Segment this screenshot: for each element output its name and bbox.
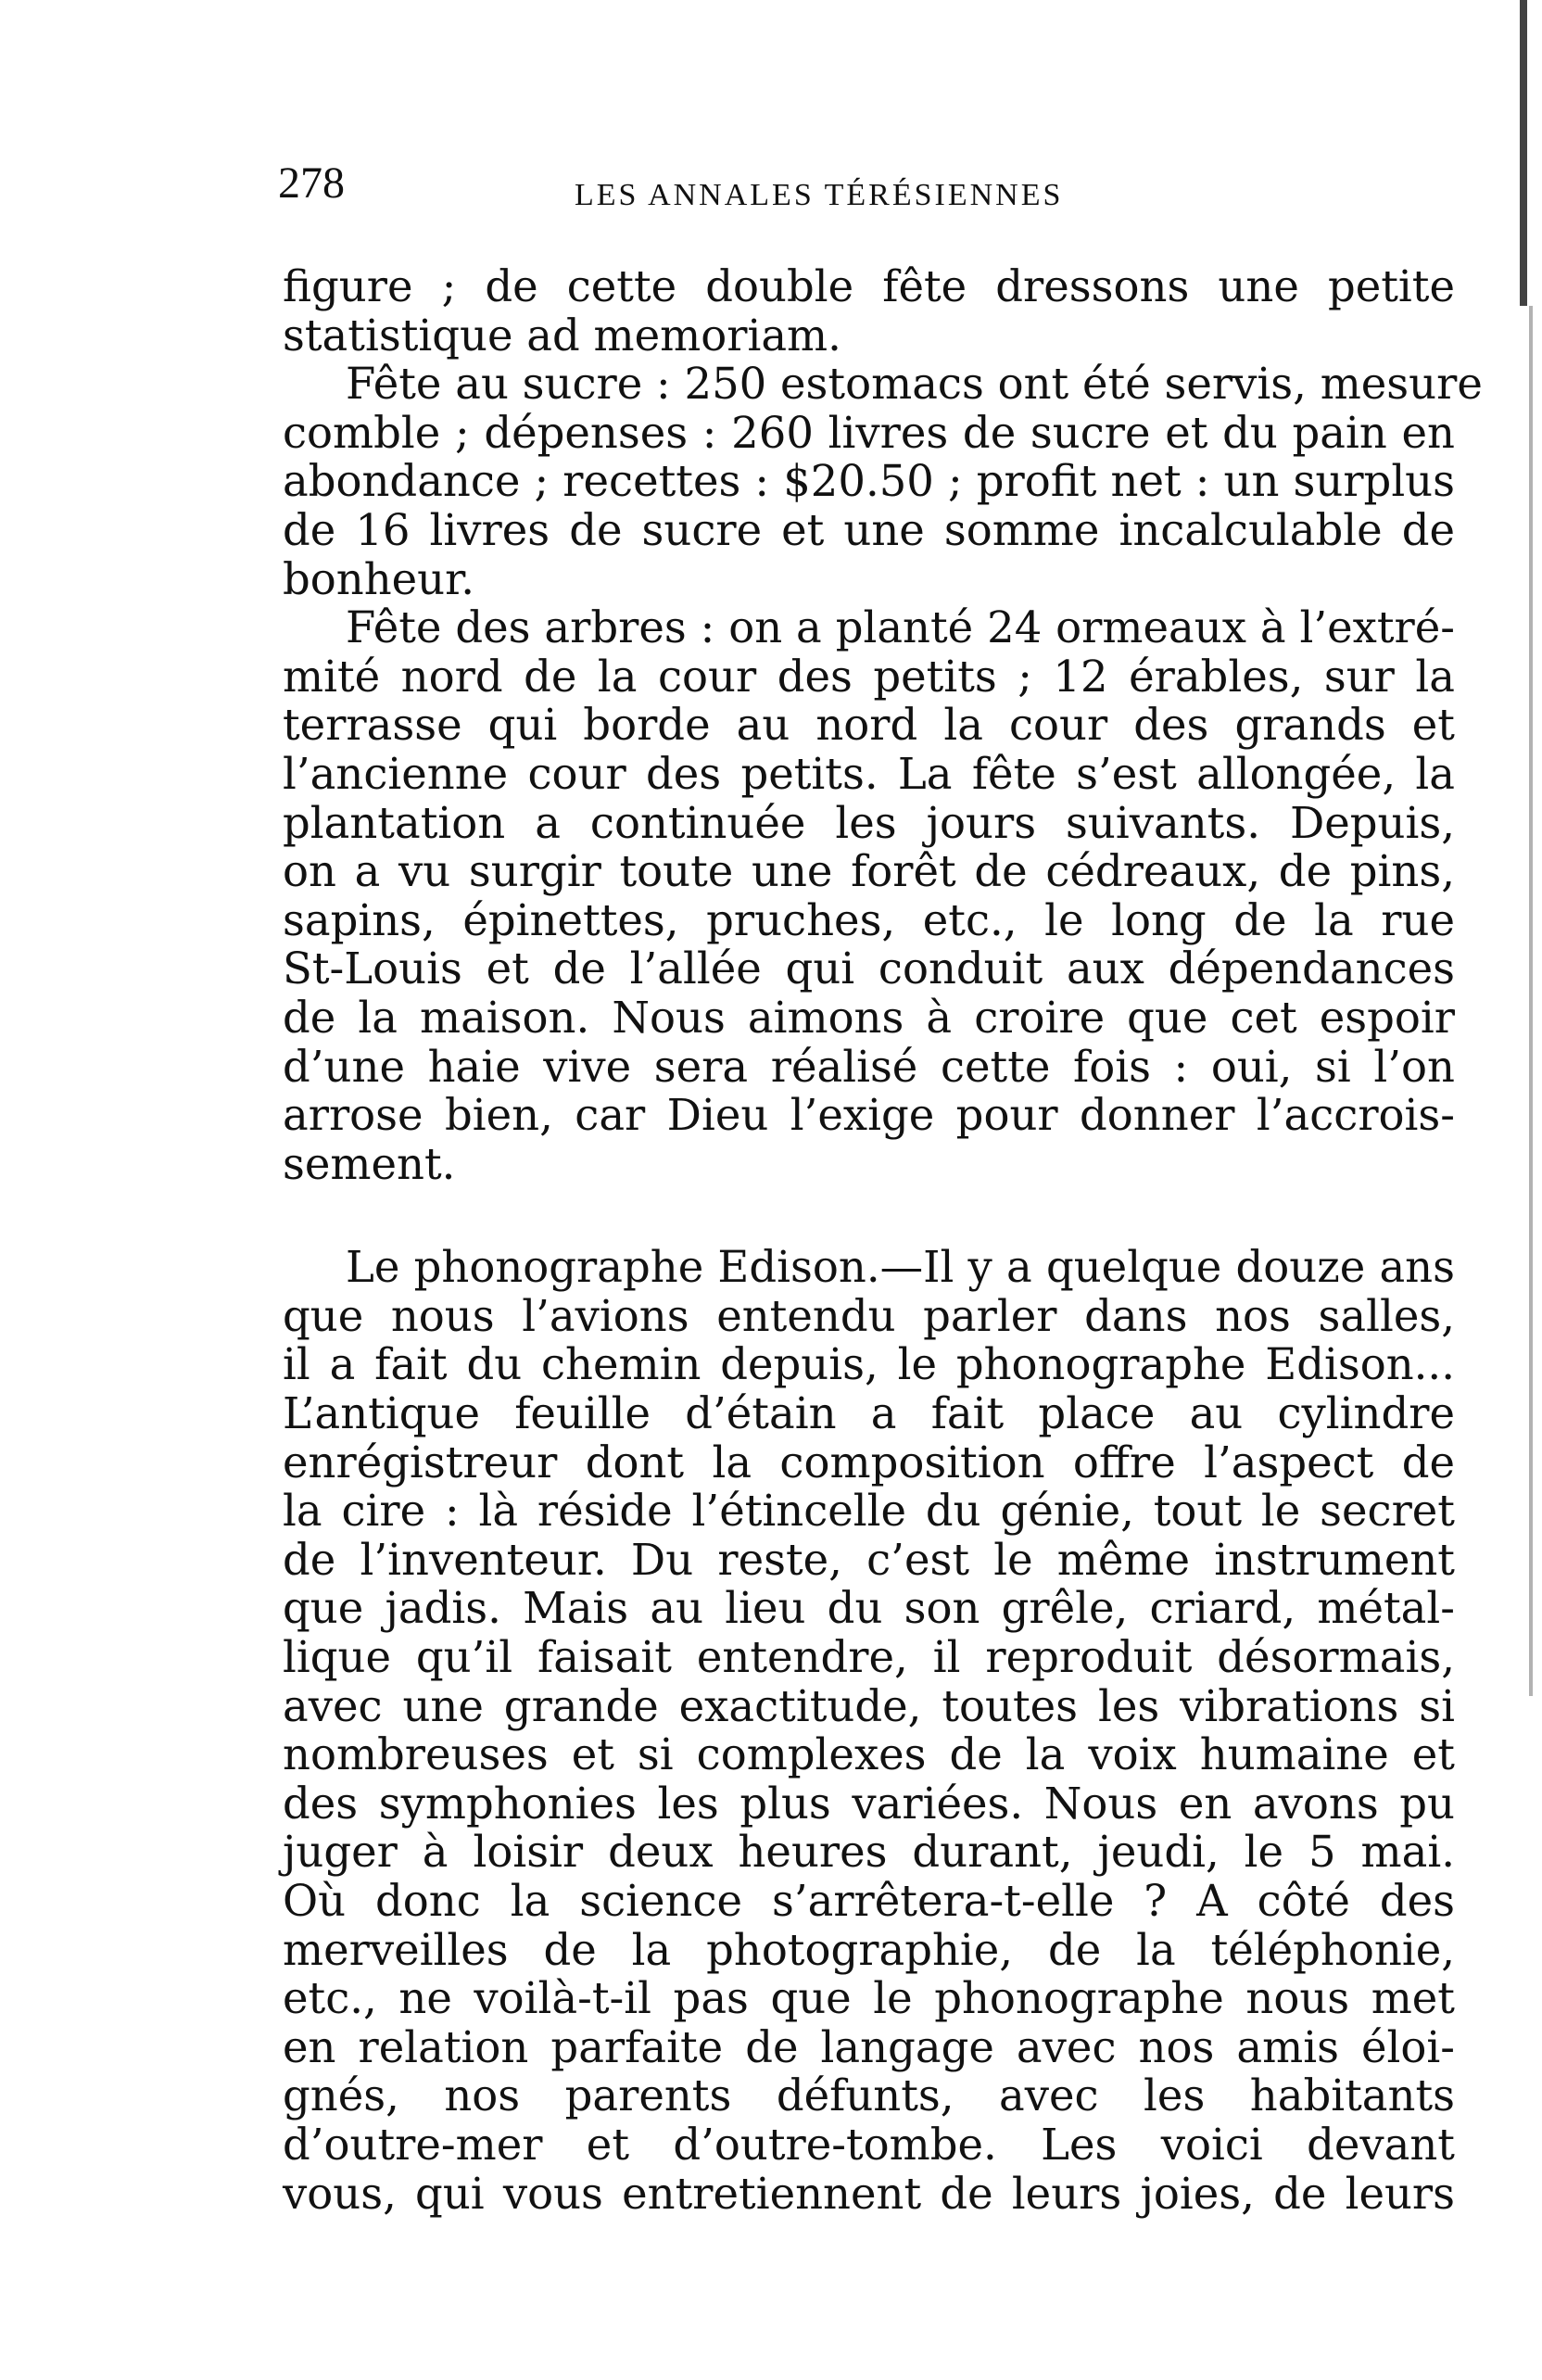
- page-number: 278: [278, 158, 345, 208]
- text-line: mité nord de la cour des petits ; 12 érables, sur la: [283, 651, 1455, 702]
- text-line: sapins, épinettes, pruches, etc., le long de la rue: [283, 894, 1455, 945]
- text-line: vous, qui vous entretiennent de leurs joies, de leurs: [283, 2168, 1455, 2219]
- text-line: d’une haie vive sera réalisé cette fois : oui, si l’on: [283, 1041, 1455, 1092]
- section-gap: [283, 1188, 1455, 1243]
- text-line: statistique ad memoriam.: [283, 310, 841, 361]
- text-line: abondance ; recettes : $20.50 ; profit net : un surplus: [283, 456, 1455, 507]
- text-line: juger à loisir deux heures durant, jeudi, le 5 mai.: [283, 1827, 1455, 1878]
- text-line: de la maison. Nous aimons à croire que cet espoir: [283, 992, 1455, 1043]
- text-line: etc., ne voilà-t-il pas que le phonographe nous met: [283, 1973, 1455, 2024]
- page-edge-shadow: [1520, 0, 1527, 306]
- text-line: que jadis. Mais au lieu du son grêle, criard, métal-: [283, 1583, 1455, 1634]
- text-line: avec une grande exactitude, toutes les vibrations si: [283, 1680, 1455, 1731]
- text-line: l’ancienne cour des petits. La fête s’est allongée, la: [283, 748, 1455, 799]
- paragraph-fete-des-arbres: [283, 603, 1455, 1188]
- text-line: terrasse qui borde au nord la cour des grands et: [283, 700, 1455, 751]
- text-line: de l’inventeur. Du reste, c’est le même instrument: [283, 1534, 1455, 1585]
- text-line: Où donc la science s’arrêtera-t-elle ? A côté des: [283, 1876, 1455, 1926]
- paragraph-phonographe: [283, 1243, 1455, 2218]
- text-line: d’outre-mer et d’outre-tombe. Les voici devant: [283, 2119, 1455, 2170]
- text-line: que nous l’avions entendu parler dans nos salles,: [283, 1290, 1455, 1341]
- text-line: Le phonographe Edison.—Il y a quelque douze ans: [346, 1242, 1455, 1293]
- text-line: plantation a continuée les jours suivants. Depuis,: [283, 797, 1455, 848]
- text-line: sement.: [283, 1138, 456, 1189]
- text-line: des symphonies les plus variées. Nous en avons pu: [283, 1778, 1455, 1829]
- page-edge-speckle: [1529, 306, 1533, 1696]
- text-line: on a vu surgir toute une forêt de cédreaux, de pins,: [283, 846, 1455, 897]
- text-line: nombreuses et si complexes de la voix humaine et: [283, 1729, 1455, 1780]
- text-line: en relation parfaite de langage avec nos amis éloi-: [283, 2021, 1455, 2072]
- text-line: L’antique feuille d’étain a fait place au cylindre: [283, 1388, 1455, 1439]
- text-line: comble ; dépenses : 260 livres de sucre et du pain en: [283, 407, 1455, 458]
- text-line: Fête au sucre : 250 estomacs ont été servis, mesure: [346, 359, 1483, 410]
- text-line: bonheur.: [283, 553, 475, 604]
- text-line: la cire : là réside l’étincelle du génie, tout le secret: [283, 1486, 1455, 1537]
- body-text: [283, 261, 1483, 2219]
- paragraph-intro: [283, 262, 1455, 360]
- text-line: enrégistreur dont la composition offre l’aspect de: [283, 1437, 1455, 1488]
- text-line: arrose bien, car Dieu l’exige pour donner l’accrois-: [283, 1090, 1455, 1141]
- running-title: LES ANNALES TÉRÉSIENNES: [575, 178, 1064, 212]
- text-line: de 16 livres de sucre et une somme incalculable de: [283, 504, 1455, 555]
- paragraph-fete-au-sucre: [283, 359, 1483, 604]
- text-line: merveilles de la photographie, de la téléphonie,: [283, 1924, 1455, 1975]
- text-line: il a fait du chemin depuis, le phonographe Edison...: [283, 1339, 1455, 1390]
- text-line: lique qu’il faisait entendre, il reproduit désormais,: [283, 1632, 1455, 1683]
- text-line: gnés, nos parents défunts, avec les habitants: [283, 2070, 1455, 2121]
- text-line: Fête des arbres : on a planté 24 ormeaux à l’extré-: [346, 602, 1455, 653]
- text-line: St-Louis et de l’allée qui conduit aux dépendances: [283, 943, 1455, 994]
- page-header: [278, 158, 1464, 222]
- text-line: figure ; de cette double fête dressons une petite: [283, 261, 1455, 311]
